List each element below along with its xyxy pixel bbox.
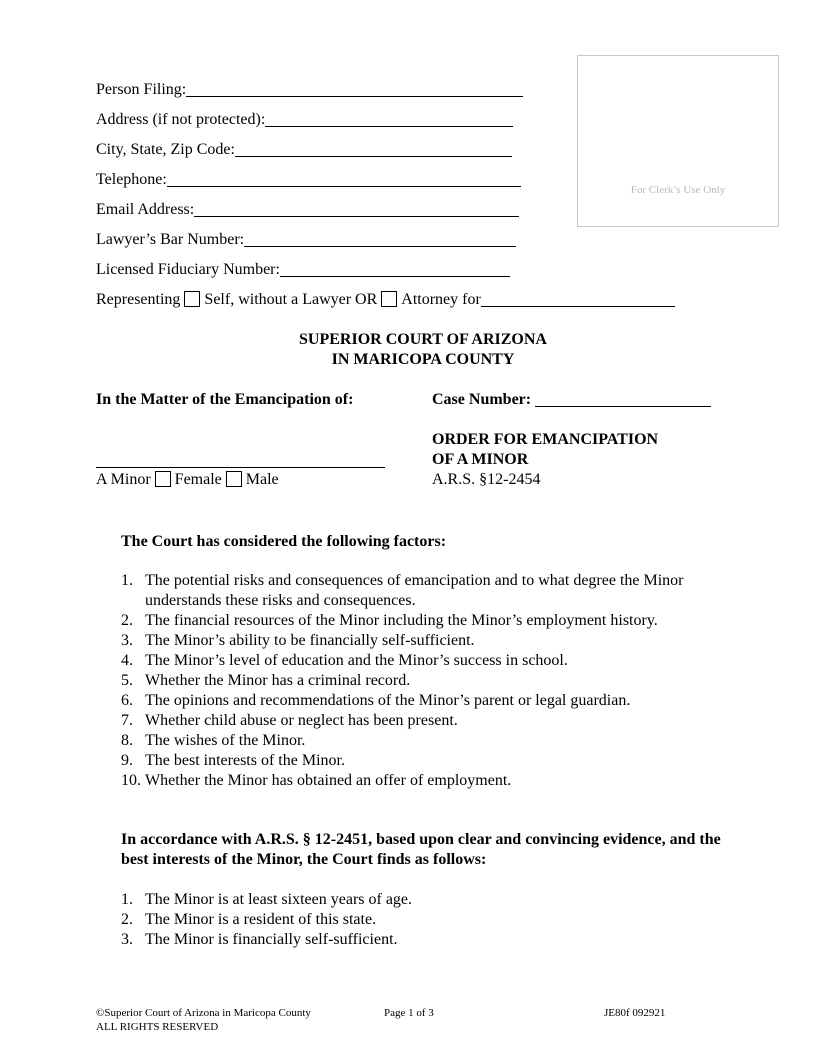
finding-item: 2. The Minor is a resident of this state. (121, 911, 377, 928)
telephone-field[interactable] (167, 170, 521, 187)
self-checkbox[interactable] (184, 291, 200, 307)
attorney-checkbox[interactable] (381, 291, 397, 307)
factors-heading: The Court has considered the following factors: (121, 533, 447, 550)
attorney-for-field[interactable] (481, 290, 675, 307)
self-label: Self, without a Lawyer OR (204, 291, 378, 308)
city-state-zip-row (96, 140, 512, 160)
case-number-row (432, 390, 711, 410)
address-label: Address (if not protected): (96, 111, 266, 128)
fiduciary-number-row (96, 260, 510, 280)
findings-list (121, 890, 741, 950)
footer-page-number: Page 1 of 3 (384, 1007, 434, 1019)
matter-label: In the Matter of the Emancipation of: (96, 391, 354, 408)
email-row (96, 200, 519, 220)
female-checkbox[interactable] (155, 471, 171, 487)
bar-number-label: Lawyer’s Bar Number: (96, 231, 245, 248)
minor-gender-row (96, 470, 279, 490)
footer-form-id: JE80f 092921 (604, 1007, 666, 1019)
address-row (96, 110, 513, 130)
factor-item: 3. The Minor’s ability to be financially self-sufficient. (121, 632, 475, 649)
factor-item: 4. The Minor’s level of education and the Minor’s success in school. (121, 652, 568, 669)
person-filing-label: Person Filing: (96, 81, 187, 98)
factor-item: 5. Whether the Minor has a criminal record. (121, 672, 411, 689)
footer-copyright: ©Superior Court of Arizona in Maricopa County (96, 1007, 311, 1019)
clerk-use-box (577, 55, 779, 227)
factor-item: 1. The potential risks and consequences of emancipation and to what degree the Minor understands these risks and consequences. (121, 572, 684, 609)
court-name-line1: SUPERIOR COURT OF ARIZONA (299, 331, 547, 348)
order-title-line2: OF A MINOR (432, 451, 529, 468)
female-label: Female (174, 471, 222, 488)
factor-item: 9. The best interests of the Minor. (121, 752, 345, 769)
representing-label: Representing (96, 291, 181, 308)
court-name-line2: IN MARICOPA COUNTY (331, 351, 515, 368)
representing-row (96, 290, 675, 310)
footer-rights: ALL RIGHTS RESERVED (96, 1021, 219, 1033)
person-filing-field[interactable] (186, 80, 523, 97)
fiduciary-number-field[interactable] (280, 260, 510, 277)
finding-item: 1. The Minor is at least sixteen years of age. (121, 891, 413, 908)
minor-name-field[interactable] (96, 447, 385, 468)
factor-item: 2. The financial resources of the Minor including the Minor’s employment history. (121, 612, 658, 629)
telephone-label: Telephone: (96, 171, 167, 188)
statute-reference: A.R.S. §12-2454 (432, 471, 541, 488)
bar-number-row (96, 230, 516, 250)
city-state-zip-label: City, State, Zip Code: (96, 141, 235, 158)
email-field[interactable] (194, 200, 519, 217)
email-label: Email Address: (96, 201, 195, 218)
male-checkbox[interactable] (226, 471, 242, 487)
finding-item: 3. The Minor is financially self-sufficient. (121, 931, 398, 948)
factor-item: 6. The opinions and recommendations of the Minor’s parent or legal guardian. (121, 692, 631, 709)
address-field[interactable] (265, 110, 513, 127)
minor-label: A Minor (96, 471, 151, 488)
attorney-label: Attorney for (401, 291, 481, 308)
factor-item: 10. Whether the Minor has obtained an offer of employment. (121, 772, 512, 789)
findings-heading: In accordance with A.R.S. § 12-2451, based upon clear and convincing evidence, and the best interests of the Minor, the Court finds as follows: (121, 831, 721, 868)
telephone-row (96, 170, 521, 190)
city-state-zip-field[interactable] (235, 140, 512, 157)
bar-number-field[interactable] (244, 230, 516, 247)
clerk-use-text: For Clerk’s Use Only (630, 184, 726, 196)
case-number-label: Case Number: (432, 391, 536, 408)
factors-list (121, 571, 741, 791)
fiduciary-number-label: Licensed Fiduciary Number: (96, 261, 280, 278)
case-number-field[interactable] (535, 390, 711, 407)
factor-item: 8. The wishes of the Minor. (121, 732, 306, 749)
order-title-line1: ORDER FOR EMANCIPATION (432, 431, 659, 448)
factor-item: 7. Whether child abuse or neglect has been present. (121, 712, 458, 729)
male-label: Male (245, 471, 279, 488)
person-filing-row (96, 80, 523, 100)
